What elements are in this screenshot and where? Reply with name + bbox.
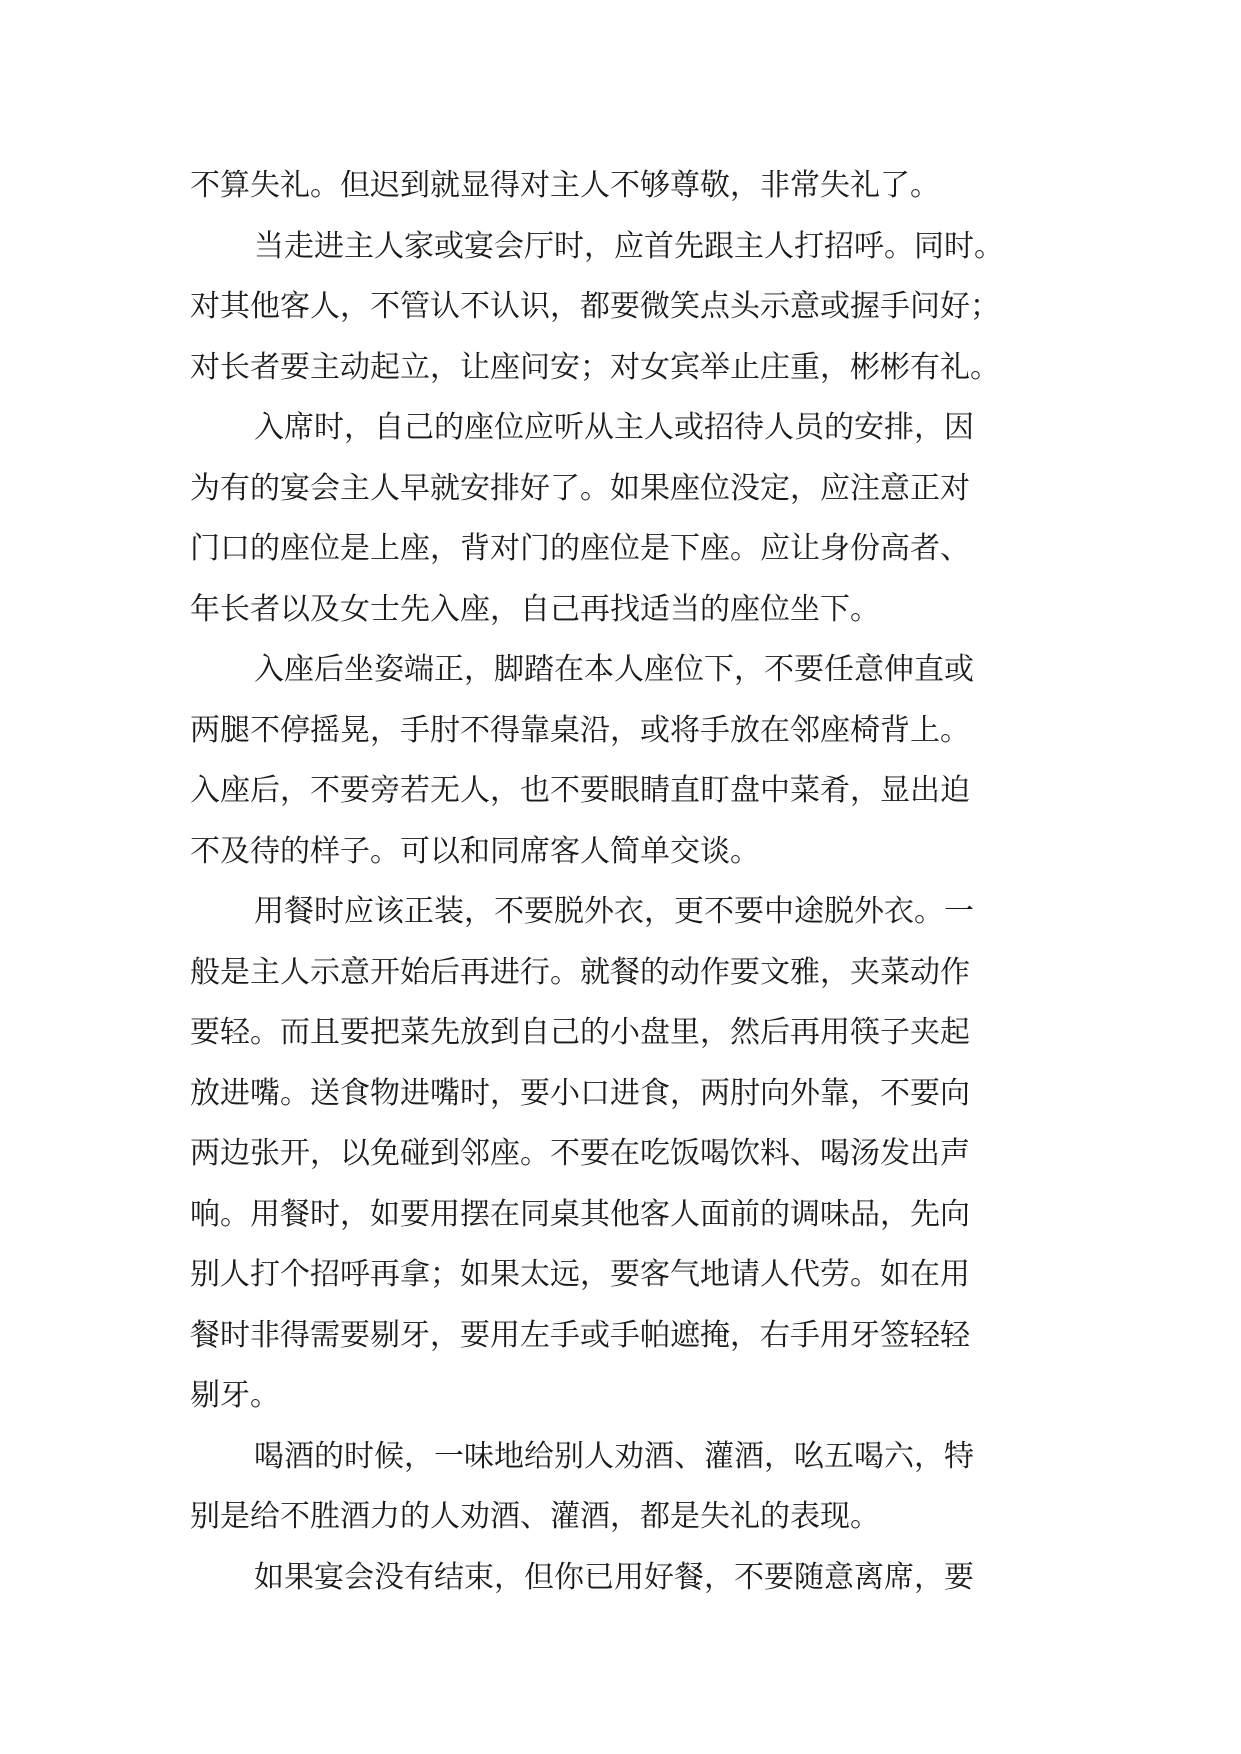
text-line-14: 般是主人示意开始后再进行。就餐的动作要文雅，夹菜动作 (190, 954, 970, 990)
text-line-20: 餐时非得需要剔牙，要用左手或手帕遮掩，右手用牙签轻轻 (190, 1317, 970, 1353)
text-line-18: 响。用餐时，如要用摆在同桌其他客人面前的调味品，先向 (190, 1196, 970, 1232)
text-line-4: 对长者要主动起立，让座问安；对女宾举止庄重，彬彬有礼。 (190, 349, 1000, 385)
text-line-9: 入座后坐姿端正，脚踏在本人座位下，不要任意伸直或 (254, 652, 974, 687)
text-line-16: 放进嘴。送食物进嘴时，要小口进食，两肘向外靠，不要向 (190, 1075, 970, 1111)
text-line-15: 要轻。而且要把菜先放到自己的小盘里，然后再用筷子夹起 (190, 1015, 970, 1050)
text-line-5: 入席时，自己的座位应听从主人或招待人员的安排，因 (254, 410, 974, 445)
text-line-7: 门口的座位是上座，背对门的座位是下座。应让身份高者、 (190, 531, 970, 566)
body-text (190, 156, 1070, 1608)
text-line-8: 年长者以及女士先入座，自己再找适当的座位坐下。 (190, 591, 880, 627)
text-line-12: 不及待的样子。可以和同席客人简单交谈。 (190, 833, 760, 869)
text-line-11: 入座后，不要旁若无人，也不要眼睛直盯盘中菜肴，显出迫 (190, 773, 970, 808)
text-line-23: 别是给不胜酒力的人劝酒、灌酒，都是失礼的表现。 (190, 1499, 880, 1534)
text-line-24: 如果宴会没有结束，但你已用好餐，不要随意离席，要 (254, 1559, 974, 1595)
text-line-6: 为有的宴会主人早就安排好了。如果座位没定，应注意正对 (190, 470, 970, 506)
text-line-22: 喝酒的时候，一味地给别人劝酒、灌酒，吆五喝六，特 (254, 1438, 974, 1474)
text-line-19: 别人打个招呼再拿；如果太远，要客气地请人代劳。如在用 (190, 1257, 970, 1292)
text-line-21: 剔牙。 (190, 1378, 280, 1413)
text-line-17: 两边张开，以免碰到邻座。不要在吃饭喝饮料、喝汤发出声 (190, 1136, 970, 1171)
text-line-3: 对其他客人，不管认不认识，都要微笑点头示意或握手问好； (190, 289, 1000, 324)
text-line-1: 不算失礼。但迟到就显得对主人不够尊敬，非常失礼了。 (190, 168, 940, 203)
text-line-13: 用餐时应该正装，不要脱外衣，更不要中途脱外衣。一 (254, 894, 974, 929)
text-line-2: 当走进主人家或宴会厅时，应首先跟主人打招呼。同时。 (254, 228, 1004, 264)
text-line-10: 两腿不停摇晃，手肘不得靠桌沿，或将手放在邻座椅背上。 (190, 712, 970, 748)
